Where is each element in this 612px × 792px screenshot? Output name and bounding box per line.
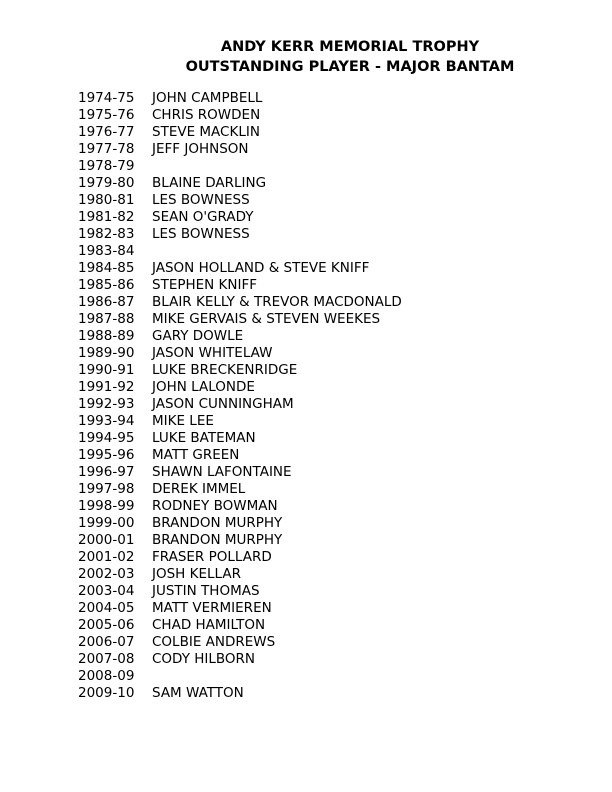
winner-name: MIKE GERVAIS & STEVEN WEEKES [152,311,381,327]
season-label: 1988-89 [78,328,135,344]
list-item [78,192,578,209]
winner-name: SAM WATTON [152,685,244,701]
list-item [78,226,578,243]
season-label: 1975-76 [78,107,135,123]
list-item [78,549,578,566]
list-item [78,260,578,277]
season-label: 2009-10 [78,685,135,701]
winner-name: JASON CUNNINGHAM [152,396,294,412]
list-item [78,566,578,583]
winner-name: STEVE MACKLIN [152,124,260,140]
season-label: 2002-03 [78,566,135,582]
season-label: 2000-01 [78,532,135,548]
winner-name: BRANDON MURPHY [152,532,283,548]
season-label: 1983-84 [78,243,135,259]
list-item [78,396,578,413]
season-label: 1987-88 [78,311,135,327]
season-label: 2008-09 [78,668,135,684]
list-item [78,583,578,600]
season-label: 1993-94 [78,413,135,429]
winner-name: BRANDON MURPHY [152,515,283,531]
season-label: 1991-92 [78,379,135,395]
season-label: 1977-78 [78,141,135,157]
winner-name: CHRIS ROWDEN [152,107,261,123]
season-label: 1996-97 [78,464,135,480]
document-header [0,37,612,77]
list-item [78,413,578,430]
winner-name: SHAWN LAFONTAINE [152,464,292,480]
season-label: 1994-95 [78,430,135,446]
list-item [78,515,578,532]
winner-name: CHAD HAMILTON [152,617,266,633]
winner-name: LES BOWNESS [152,226,250,242]
season-label: 1997-98 [78,481,135,497]
winner-name: JASON WHITELAW [152,345,273,361]
list-item [78,175,578,192]
list-item [78,430,578,447]
season-label: 2007-08 [78,651,135,667]
winner-name: MATT VERMIEREN [152,600,272,616]
season-label: 1998-99 [78,498,135,514]
season-label: 1995-96 [78,447,135,463]
season-label: 1976-77 [78,124,135,140]
list-item [78,209,578,226]
season-label: 1984-85 [78,260,135,276]
winner-name: MIKE LEE [152,413,214,429]
list-item [78,294,578,311]
winner-name: JOHN LALONDE [152,379,255,395]
season-label: 1985-86 [78,277,135,293]
list-item [78,498,578,515]
season-label: 2001-02 [78,549,135,565]
season-label: 2004-05 [78,600,135,616]
season-label: 1986-87 [78,294,135,310]
season-label: 1980-81 [78,192,135,208]
winner-name: JEFF JOHNSON [152,141,249,157]
winner-name: COLBIE ANDREWS [152,634,276,650]
list-item [78,532,578,549]
season-label: 1992-93 [78,396,135,412]
list-item [78,243,578,260]
winners-list [78,90,578,702]
season-label: 1999-00 [78,515,135,531]
winner-name: JOHN CAMPBELL [152,90,263,106]
season-label: 2005-06 [78,617,135,633]
winner-name: BLAIR KELLY & TREVOR MACDONALD [152,294,402,310]
list-item [78,90,578,107]
list-item [78,379,578,396]
list-item [78,464,578,481]
list-item [78,158,578,175]
page-title: ANDY KERR MEMORIAL TROPHY [220,39,480,55]
season-label: 1982-83 [78,226,135,242]
season-label: 2003-04 [78,583,135,599]
page-subtitle: OUTSTANDING PLAYER - MAJOR BANTAM [185,59,515,75]
list-item [78,141,578,158]
list-item [78,107,578,124]
winner-name: BLAINE DARLING [152,175,267,191]
season-label: 1974-75 [78,90,135,106]
season-label: 1979-80 [78,175,135,191]
season-label: 1989-90 [78,345,135,361]
list-item [78,481,578,498]
winner-name: RODNEY BOWMAN [152,498,278,514]
winner-name: FRASER POLLARD [152,549,272,565]
winner-name: JOSH KELLAR [152,566,241,582]
winner-name: DEREK IMMEL [152,481,246,497]
list-item [78,617,578,634]
list-item [78,685,578,702]
season-label: 1981-82 [78,209,135,225]
list-item [78,600,578,617]
list-item [78,124,578,141]
list-item [78,634,578,651]
list-item [78,362,578,379]
winner-name: JUSTIN THOMAS [152,583,260,599]
winner-name: JASON HOLLAND & STEVE KNIFF [152,260,370,276]
list-item [78,311,578,328]
winner-name: LES BOWNESS [152,192,250,208]
list-item [78,328,578,345]
winner-name: MATT GREEN [152,447,240,463]
winner-name: LUKE BATEMAN [152,430,256,446]
winner-name: SEAN O'GRADY [152,209,254,225]
season-label: 1990-91 [78,362,135,378]
list-item [78,345,578,362]
season-label: 2006-07 [78,634,135,650]
season-label: 1978-79 [78,158,135,174]
list-item [78,651,578,668]
list-item [78,447,578,464]
list-item [78,277,578,294]
winner-name: CODY HILBORN [152,651,256,667]
winner-name: GARY DOWLE [152,328,244,344]
winner-name: LUKE BRECKENRIDGE [152,362,298,378]
winner-name: STEPHEN KNIFF [152,277,258,293]
list-item [78,668,578,685]
